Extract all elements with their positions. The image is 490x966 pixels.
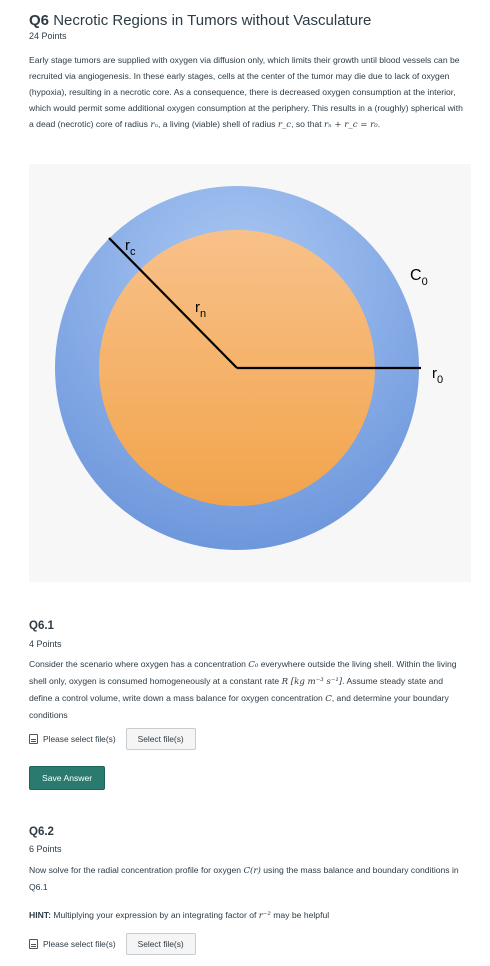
q61-text-4: , and determine your boundary conditions — [29, 693, 449, 720]
hint-label: HINT: — [29, 910, 51, 920]
intro-text-1: Early stage tumors are supplied with oxygen via diffusion only, which limits their growth until blood vessels can be recruited via angiogenesis. In these early stages, cells at the center of the tumor may die due to lack of oxygen (hypoxia), resulting in a necrotic core. As a consequence, there is decreased oxygen consumption at the interior, which would permit some additional oxygen consumption at the periphery. This results in a (roughly) spherical with a dead (necrotic) core of radius — [29, 55, 463, 129]
q61-math-c0: C₀ — [248, 660, 259, 670]
intro-text-3: , so that — [291, 119, 322, 129]
question-number: Q6 — [29, 12, 50, 29]
label-rn: $r_n$ — [195, 299, 207, 320]
q62-title: Q6.2 — [29, 826, 54, 838]
intro-math-rn: rₙ — [150, 120, 158, 130]
q61-upload-label: Please select file(s) — [43, 734, 116, 744]
question-title — [29, 12, 371, 29]
q61-upload-row — [29, 728, 196, 750]
question-title-text: Necrotic Regions in Tumors without Vasculature — [53, 12, 372, 29]
intro-math-sum: rₙ + r_c = r₀ — [324, 120, 378, 130]
q62-text-1: Now solve for the radial concentration profile for oxygen — [29, 865, 242, 875]
hint-math: r⁻² — [258, 911, 271, 921]
document-icon — [29, 939, 38, 949]
tumor-diagram — [29, 164, 471, 582]
hint-text-2: may be helpful — [273, 910, 330, 920]
q62-points: 6 Points — [29, 844, 62, 854]
q61-math-rate: R [kg m⁻³ s⁻¹] — [281, 677, 343, 687]
q61-text-2: everywhere outside the living shell. Within the living shell only, oxygen is consumed homogeneously at a constant rate — [29, 659, 457, 686]
question-intro — [29, 52, 467, 133]
q61-text — [29, 656, 467, 723]
label-c0: $C_0$ — [410, 267, 428, 288]
intro-text-4: . — [377, 119, 381, 129]
q61-points: 4 Points — [29, 639, 62, 649]
q61-math-c: C — [325, 694, 332, 704]
q62-text-2: using the mass balance and boundary conditions in Q6.1 — [29, 865, 459, 892]
q62-math-cr: C(r) — [243, 866, 261, 876]
intro-math-rc: r_c — [277, 120, 292, 130]
hint-text-1: Multiplying your expression by an integrating factor of — [53, 910, 257, 920]
q61-text-3: . Assume steady state and define a control volume, write down a mass balance for oxygen concentration — [29, 676, 443, 703]
q62-select-file-button[interactable]: Select file(s) — [126, 933, 196, 955]
label-rc: $r_c$ — [125, 237, 136, 258]
q61-select-file-button[interactable]: Select file(s) — [126, 728, 196, 750]
q62-upload-row — [29, 933, 196, 955]
q62-text — [29, 862, 467, 895]
label-r0: $r_0$ — [432, 365, 444, 386]
q61-text-1: Consider the scenario where oxygen has a concentration — [29, 659, 246, 669]
q62-upload-label: Please select file(s) — [43, 939, 116, 949]
question-points: 24 Points — [29, 31, 67, 41]
q61-title: Q6.1 — [29, 620, 54, 632]
document-icon — [29, 734, 38, 744]
save-answer-button[interactable]: Save Answer — [29, 766, 105, 790]
intro-text-2: , a living (viable) shell of radius — [157, 119, 276, 129]
q62-hint — [29, 910, 329, 921]
tumor-figure — [29, 164, 471, 582]
